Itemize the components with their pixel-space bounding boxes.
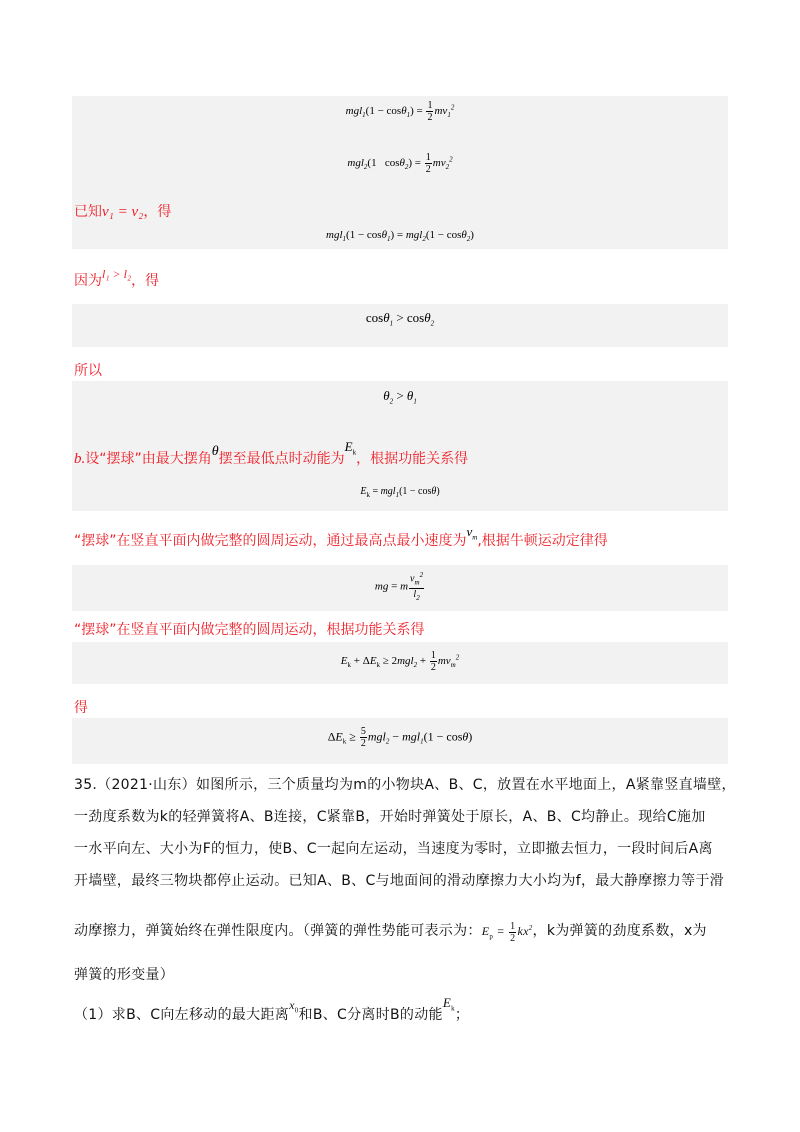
known-suffix: ，得 — [143, 204, 172, 220]
problem-line-3: 一水平向左、大小为F的恒力，使B、C一起向左运动，当速度为零时，立即撤去恒力，一段时间后A离 — [74, 841, 713, 857]
part-b-text-3: ，根据功能关系得 — [356, 451, 469, 467]
problem-line-6: 弹簧的形变量） — [74, 967, 175, 983]
problem-line-4: 开墙壁，最终三物块都停止运动。已知A、B、C与地面间的滑动摩擦力大小均为f，最大静摩擦力等于滑 — [74, 873, 724, 889]
equation-energy-2: mgl$_2$(1 cosθ$_2$) = $\frac{1}{2}$ $mv_2^2$ — [347, 152, 453, 175]
equation-result: $\Delta E_k$ ≥ $\frac{5}{2}$ mgl$_2$ − mgl$_1$(1 − cosθ) — [327, 726, 473, 749]
problem-line-5 — [74, 920, 707, 944]
result-label: 得 — [74, 700, 88, 716]
so-label: 所以 — [74, 363, 102, 379]
question-1-text-b: 和B、C分离时B的动能 — [298, 1007, 443, 1023]
question-1-line: （1）求B、C向左移动的最大距离$x_0$和B、C分离时B的动能$E_k$； — [74, 995, 470, 1023]
circular-motion-line: “摆球”在竖直平面内做完整的圆周运动，通过最高点最小速度为$v_m$,根据牛顿运动定律得 — [74, 524, 608, 549]
circular-motion-text-2: ,根据牛顿运动定律得 — [477, 533, 608, 549]
question-1-text-c: ； — [454, 1007, 470, 1023]
problem-line-2: 一劲度系数为k的轻弹簧将A、B连接，C紧靠B，开始时弹簧处于原长，A、B、C均静止。现给C施加 — [74, 809, 706, 825]
because-condition: l₁ > l₂ — [102, 267, 132, 281]
problem-number: 35. — [74, 777, 98, 793]
known-condition-line — [74, 201, 171, 221]
because-line — [74, 267, 160, 290]
question-1-text-a: （1）求B、C向左移动的最大距离 — [74, 1007, 290, 1023]
equation-energy-equal: mgl$_1$(1 − cosθ$_1$) = mgl$_2$(1 − cosθ$_2$) — [326, 229, 474, 244]
because-suffix: ，得 — [131, 273, 160, 289]
part-b-text-1: 设“摆球”由最大摆角 — [85, 451, 212, 467]
equation-cos-compare: cosθ$_1$ > cosθ$_2$ — [365, 310, 435, 328]
part-b-label: b. — [74, 451, 86, 467]
equation-angle-compare: $\theta_2 > \theta_1$ — [383, 388, 417, 406]
equation-energy-1: mgl$_1$(1 − cosθ$_1$) = $\frac{1}{2}$ $mv_1^2$ — [345, 100, 455, 123]
part-b-text-2: 摆至最低点时动能为 — [218, 451, 345, 467]
equation-newton: mg = m $\frac{v_m^2}{l_2}$ — [374, 571, 424, 603]
equation-energy-inequality: $E_k + \Delta E_k \ge 2mgl_2$ + $\frac{1}{2}$ $mv_m^2$ — [340, 650, 460, 673]
equation-kinetic-energy: $E_k = mgl_1(1 - \cos\theta)$ — [360, 486, 440, 499]
problem-text-5b: ，k为弹簧的劲度系数，x为 — [532, 923, 707, 939]
elastic-energy-formula: $E_p$ = $\frac{1}{2}$ $kx^2$ — [481, 920, 533, 944]
circular-motion-text-1: “摆球”在竖直平面内做完整的圆周运动，通过最高点最小速度为 — [74, 533, 467, 549]
problem-line-1 — [74, 774, 736, 794]
part-b-line: b.设“摆球”由最大摆角θ摆至最低点时动能为$E_k$，根据功能关系得 — [74, 439, 469, 467]
problem-text-5a: 动摩擦力，弹簧始终在弹性限度内。（弹簧的弹性势能可表示为： — [74, 923, 482, 939]
energy-relation-line: “摆球”在竖直平面内做完整的圆周运动，根据功能关系得 — [74, 622, 425, 638]
problem-text-1: 如图所示，三个质量均为m的小物块A、B、C，放置在水平地面上，A紧靠竖直墙壁， — [195, 777, 736, 793]
problem-source: （2021·山东） — [97, 777, 196, 793]
because-prefix: 因为 — [74, 273, 102, 289]
known-condition: v₁ = v₂ — [102, 204, 144, 220]
known-prefix: 已知 — [74, 204, 102, 220]
